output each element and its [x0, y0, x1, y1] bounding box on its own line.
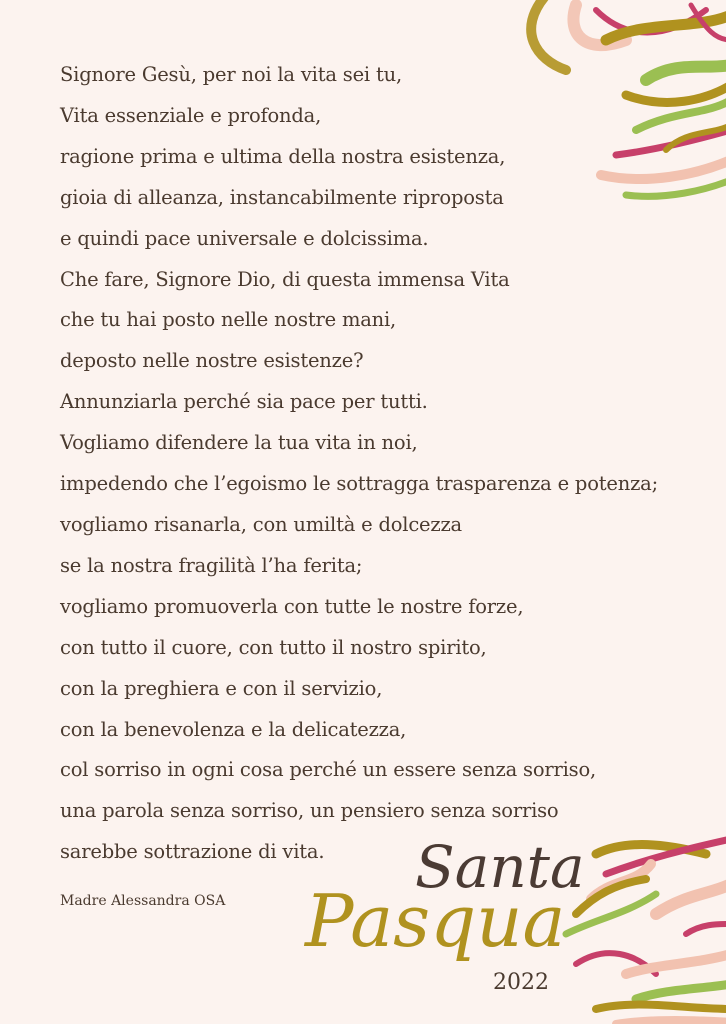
poem-line: con la benevolenza e la delicatezza,	[60, 717, 407, 741]
poem-line: se la nostra fragilità l’ha ferita;	[60, 553, 363, 577]
poem-line: Vita essenziale e profonda,	[60, 103, 322, 127]
poem-line: vogliamo promuoverla con tutte le nostre forze,	[60, 594, 524, 618]
poem-line: gioia di alleanza, instancabilmente riproposta	[60, 185, 504, 209]
poem-line: sarebbe sottrazione di vita.	[60, 840, 325, 864]
poem-line: deposto nelle nostre esistenze?	[60, 349, 364, 373]
poem-line: col sorriso in ogni cosa perché un essere senza sorriso,	[60, 758, 596, 782]
poem-line: Annunziarla perché sia pace per tutti.	[60, 390, 428, 414]
poem-line: e quindi pace universale e dolcissima.	[60, 226, 429, 250]
poem-line: una parola senza sorriso, un pensiero senza sorriso	[60, 799, 559, 823]
author-signature: Madre Alessandra OSA	[60, 893, 226, 909]
poem-line: Che fare, Signore Dio, di questa immensa Vita	[60, 267, 510, 291]
poem-line: impedendo che l’egoismo le sottragga trasparenza e potenza;	[60, 472, 658, 496]
poem-line: ragione prima e ultima della nostra esistenza,	[60, 144, 506, 168]
poem-line: con la preghiera e con il servizio,	[60, 676, 383, 700]
title-year: 2022	[493, 970, 549, 995]
poem-line: Signore Gesù, per noi la vita sei tu,	[60, 63, 402, 86]
poem-line: con tutto il cuore, con tutto il nostro spirito,	[60, 635, 487, 659]
poem	[60, 55, 670, 873]
poem-line: vogliamo risanarla, con umiltà e dolcezza	[60, 512, 462, 536]
poem-line: che tu hai posto nelle nostre mani,	[60, 308, 397, 332]
title-pasqua: Pasqua	[305, 879, 566, 963]
title-santa: Santa	[415, 833, 585, 901]
poem-line: Vogliamo difendere la tua vita in noi,	[60, 431, 418, 455]
